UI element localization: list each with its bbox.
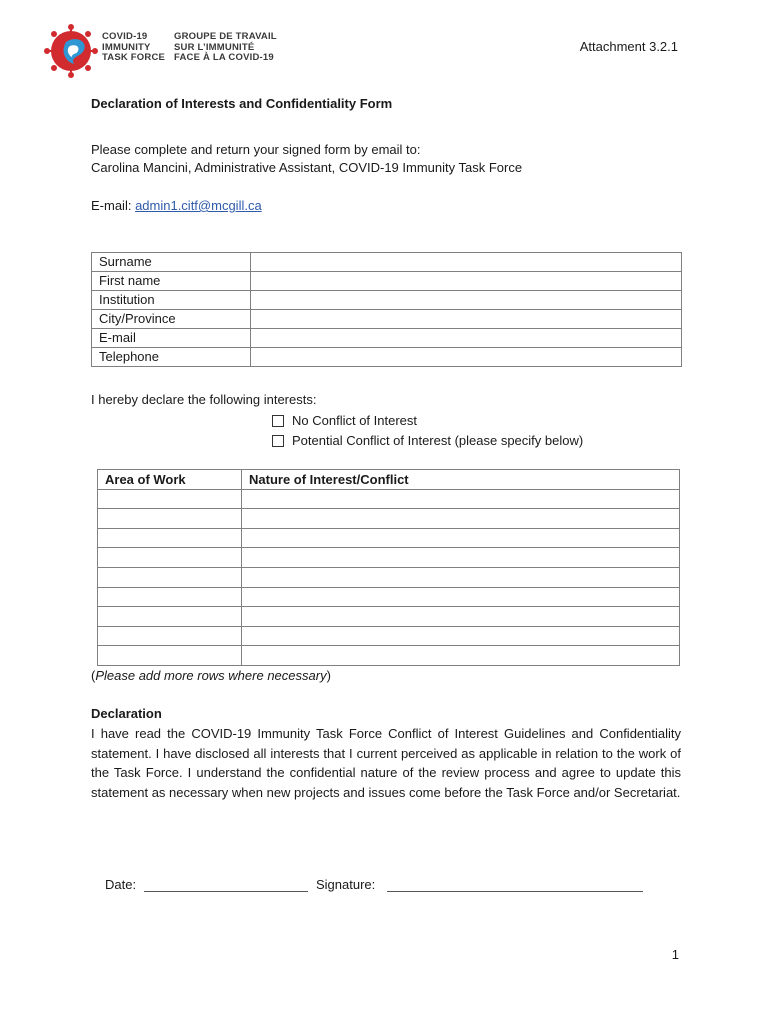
- col-header-area-of-work: Area of Work: [98, 470, 242, 490]
- area-cell[interactable]: [98, 509, 242, 529]
- field-label-institution: Institution: [92, 291, 251, 310]
- table-row: [92, 272, 682, 291]
- table-row: [98, 489, 680, 509]
- no-conflict-checkbox[interactable]: [272, 415, 284, 427]
- no-conflict-option[interactable]: [272, 413, 417, 428]
- area-cell[interactable]: [98, 626, 242, 646]
- table-row: [98, 567, 680, 587]
- declaration-body: I have read the COVID-19 Immunity Task Force Conflict of Interest Guidelines and Confidentiality statement. I have disclosed all interests that I current perceived as applicable in relation to the work of the Task Force. I understand the confidential nature of the review process and agree to update this statement as necessary when new projects and issues come before the Task Force and/or Secretariat.: [91, 726, 681, 800]
- logo-fr-line-3: FACE À LA COVID-19: [174, 52, 274, 63]
- area-cell[interactable]: [98, 567, 242, 587]
- field-value-institution[interactable]: [251, 291, 682, 310]
- nature-cell[interactable]: [242, 509, 680, 529]
- potential-conflict-option[interactable]: [272, 433, 583, 448]
- field-value-city-province[interactable]: [251, 310, 682, 329]
- declaration-heading: Declaration: [91, 706, 162, 721]
- area-cell[interactable]: [98, 528, 242, 548]
- table-header-row: [98, 470, 680, 490]
- signature-label: Signature:: [316, 877, 376, 892]
- field-label-telephone: Telephone: [92, 348, 251, 367]
- nature-cell[interactable]: [242, 489, 680, 509]
- instruction-line-2: Carolina Mancini, Administrative Assistant, COVID-19 Immunity Task Force: [91, 160, 523, 175]
- area-cell[interactable]: [98, 646, 242, 666]
- area-cell[interactable]: [98, 607, 242, 627]
- field-label-surname: Surname: [92, 253, 251, 272]
- date-field[interactable]: [144, 891, 308, 892]
- table-row: [92, 291, 682, 310]
- table-row: [92, 329, 682, 348]
- logo-en-line-3: TASK FORCE: [102, 52, 166, 63]
- table-row: [98, 548, 680, 568]
- add-rows-open-paren: (: [91, 668, 96, 683]
- logo-fr-line-1: GROUPE DE TRAVAIL: [174, 31, 277, 42]
- email-label: E-mail:: [91, 198, 136, 213]
- area-cell[interactable]: [98, 587, 242, 607]
- personal-info-table: [91, 252, 682, 367]
- add-rows-close-paren: ): [326, 668, 331, 683]
- nature-cell[interactable]: [242, 528, 680, 548]
- field-label-city-province: City/Province: [92, 310, 251, 329]
- add-rows-text: Please add more rows where necessary: [95, 668, 327, 683]
- nature-cell[interactable]: [242, 567, 680, 587]
- interests-table: [97, 469, 680, 666]
- add-rows-note: [91, 668, 331, 683]
- nature-cell[interactable]: [242, 646, 680, 666]
- table-row: [98, 646, 680, 666]
- field-value-telephone[interactable]: [251, 348, 682, 367]
- citf-logo: [44, 22, 284, 80]
- email-line: [91, 198, 262, 213]
- page-number: 1: [671, 947, 679, 962]
- logo-fr-line-2: SUR L’IMMUNITÉ: [174, 41, 255, 53]
- field-label-email: E-mail: [92, 329, 251, 348]
- table-row: [92, 310, 682, 329]
- no-conflict-label: No Conflict of Interest: [292, 413, 417, 428]
- nature-cell[interactable]: [242, 587, 680, 607]
- nature-cell[interactable]: [242, 548, 680, 568]
- field-value-email[interactable]: [251, 329, 682, 348]
- attachment-number: Attachment 3.2.1: [579, 39, 678, 54]
- logo-en-line-2: IMMUNITY: [102, 41, 151, 53]
- nature-cell[interactable]: [242, 626, 680, 646]
- area-cell[interactable]: [98, 548, 242, 568]
- field-value-surname[interactable]: [251, 253, 682, 272]
- date-label: Date:: [105, 877, 137, 892]
- col-header-nature-of-interest: Nature of Interest/Conflict: [242, 470, 680, 490]
- table-row: [98, 587, 680, 607]
- field-label-first-name: First name: [92, 272, 251, 291]
- virus-logo-icon: [44, 22, 102, 80]
- logo-en-line-1: COVID-19: [102, 31, 148, 42]
- potential-conflict-checkbox[interactable]: [272, 435, 284, 447]
- table-row: [98, 626, 680, 646]
- table-row: [98, 528, 680, 548]
- form-title: Declaration of Interests and Confidentiality Form: [91, 96, 393, 111]
- email-link[interactable]: admin1.citf@mcgill.ca: [135, 198, 262, 213]
- table-row: [98, 509, 680, 529]
- field-value-first-name[interactable]: [251, 272, 682, 291]
- table-row: [92, 253, 682, 272]
- table-row: [98, 607, 680, 627]
- potential-conflict-label: Potential Conflict of Interest (please specify below): [292, 433, 584, 448]
- signature-field[interactable]: [387, 891, 643, 892]
- interests-lead: I hereby declare the following interests:: [91, 392, 317, 407]
- instruction-line-1: Please complete and return your signed form by email to:: [91, 142, 421, 157]
- table-row: [92, 348, 682, 367]
- nature-cell[interactable]: [242, 607, 680, 627]
- area-cell[interactable]: [98, 489, 242, 509]
